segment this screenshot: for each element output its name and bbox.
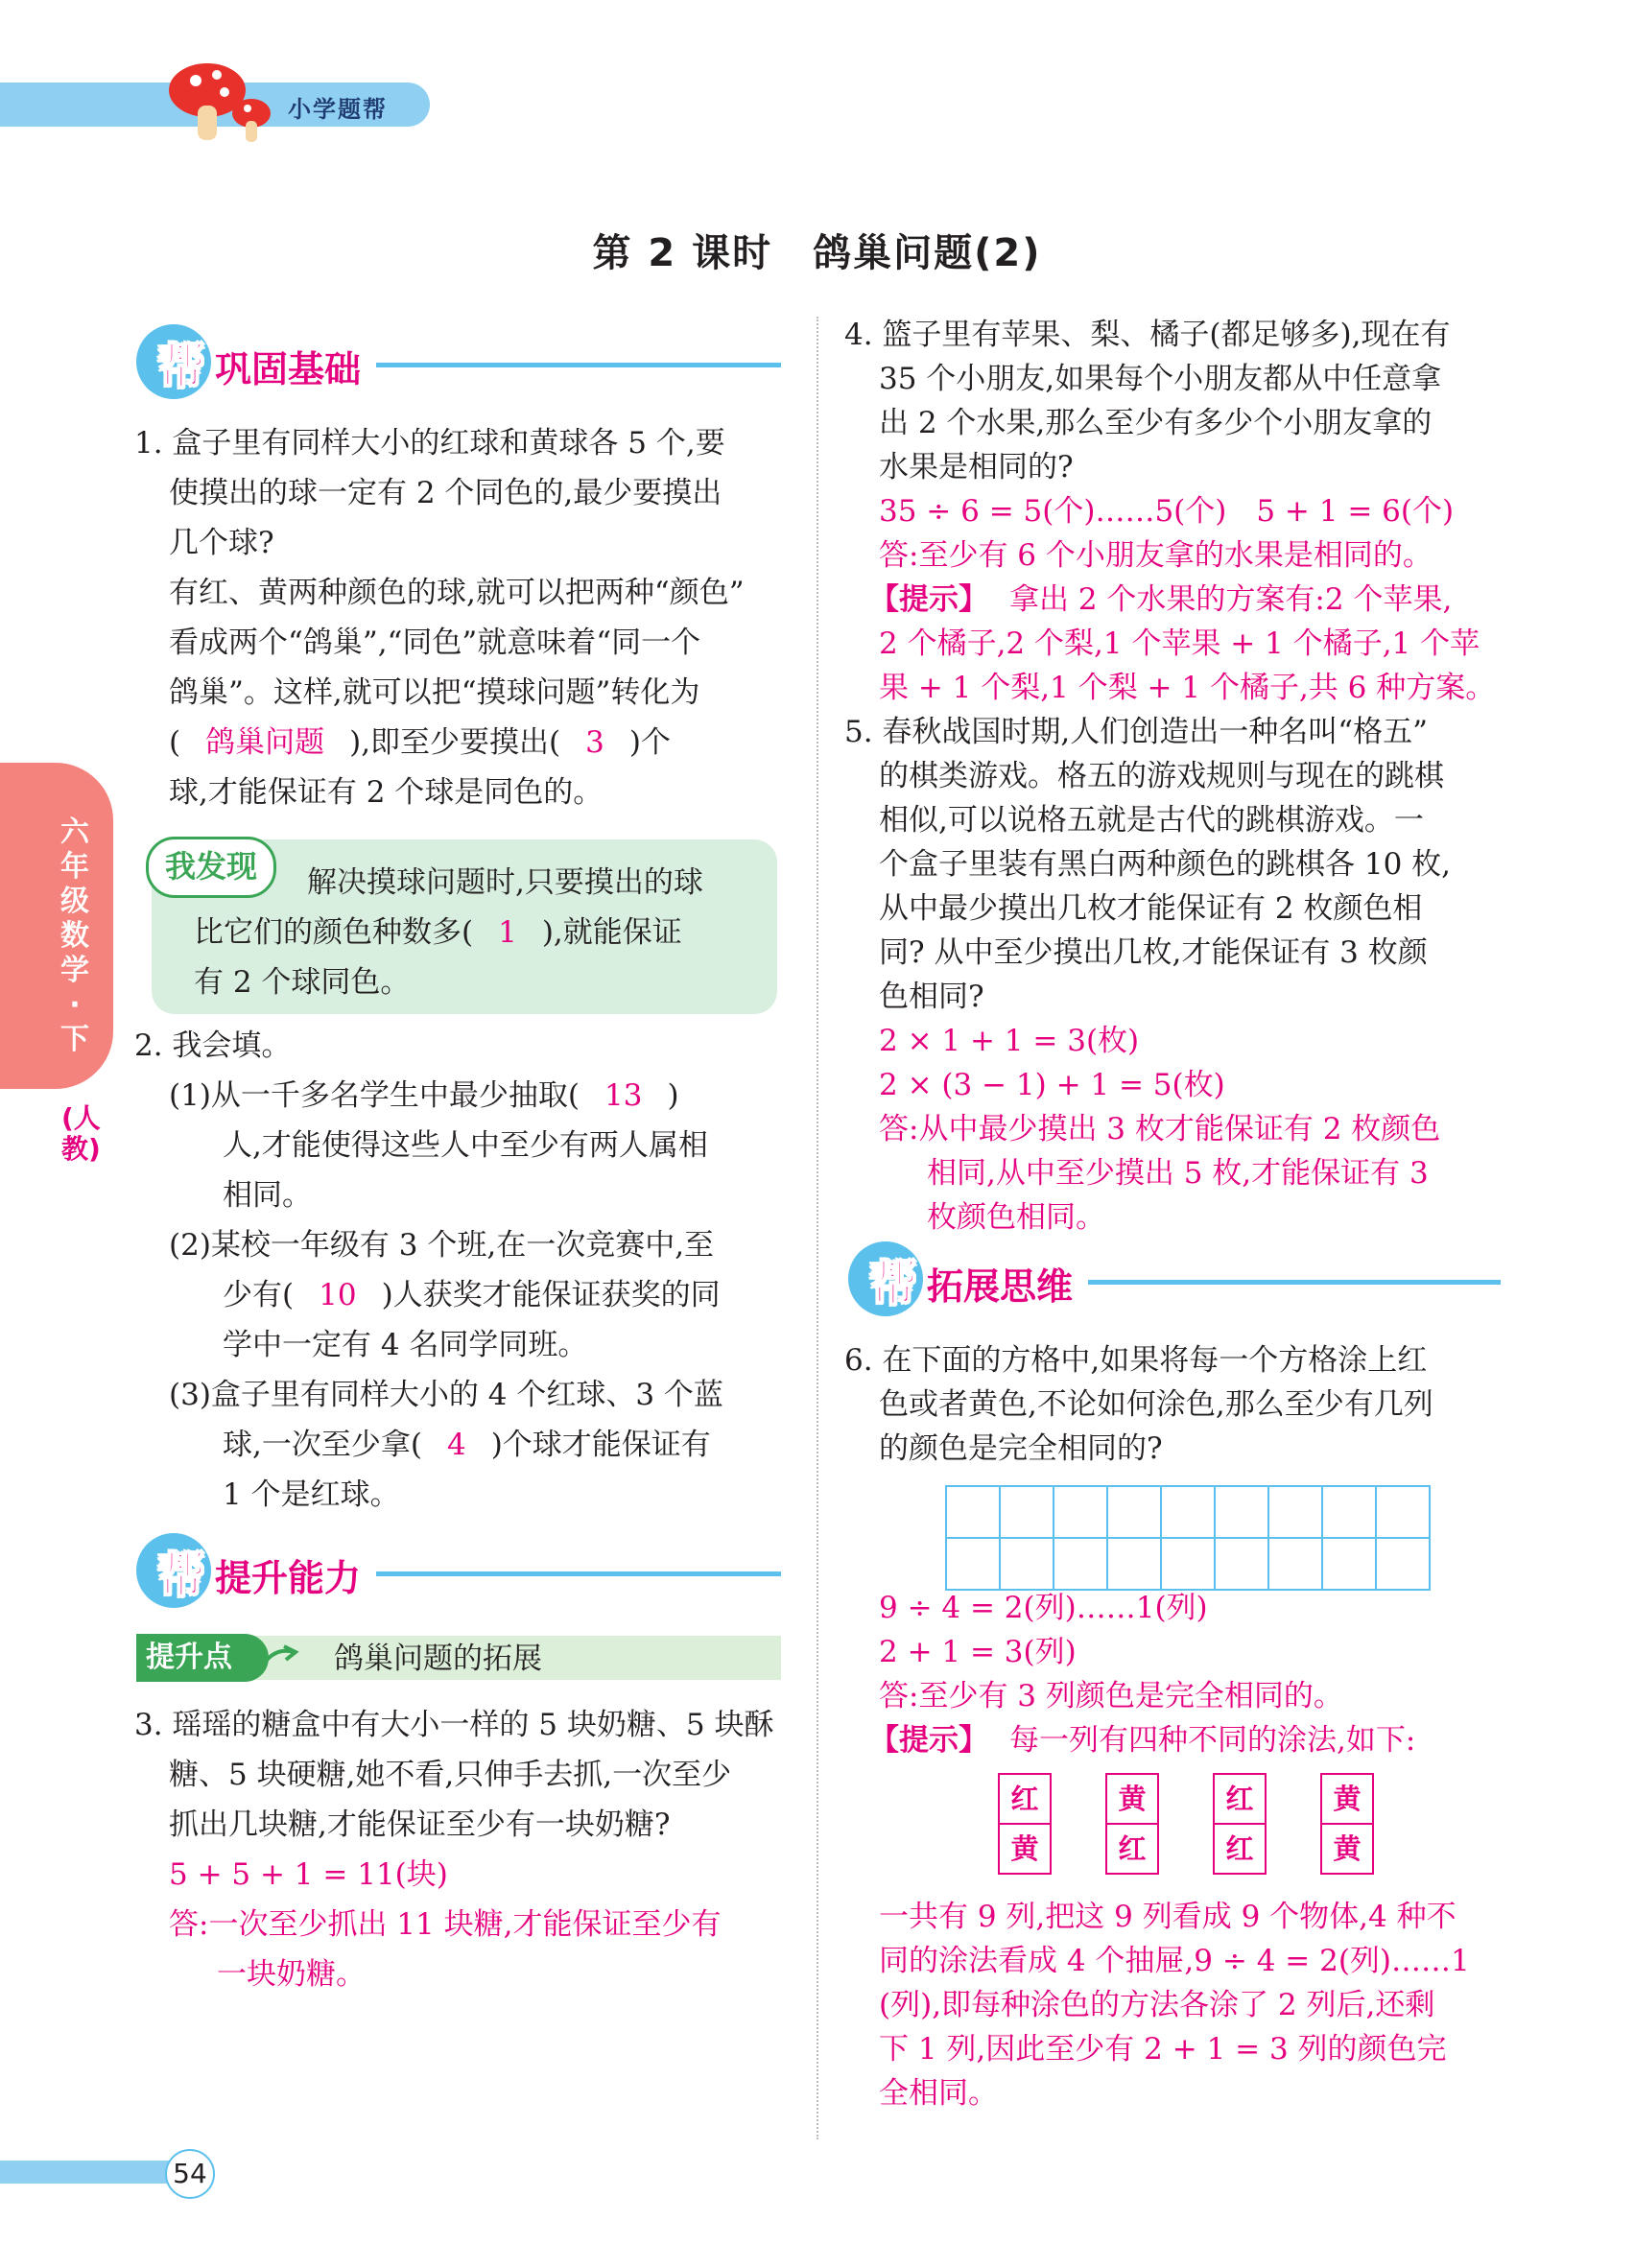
grid-cell	[1054, 1486, 1107, 1538]
q2-s3-line-3: 1 个是红球。	[223, 1477, 400, 1512]
grid-cell	[1000, 1486, 1054, 1538]
q6-line-3: 的颜色是完全相同的?	[879, 1431, 1163, 1466]
q4-hint-tag: 【提示】	[869, 582, 988, 617]
q4-line-4: 水果是相同的?	[879, 450, 1074, 484]
point-text: 鸽巢问题的拓展	[334, 1642, 542, 1676]
example-cell-1-top: 红	[998, 1773, 1052, 1825]
column-divider	[817, 317, 818, 2139]
example-cell-4-top: 黄	[1320, 1773, 1374, 1825]
discover-line-1: 解决摸球问题时,只要摸出的球	[307, 865, 703, 900]
q4-calc: 35 ÷ 6 = 5(个)……5(个) 5 + 1 = 6(个)	[879, 494, 1455, 529]
grid-cell	[946, 1538, 1000, 1590]
grid-cell	[1054, 1538, 1107, 1590]
q6-answer: 答:至少有 3 列颜色是完全相同的。	[879, 1679, 1343, 1713]
q2-s1-answer: 13	[604, 1078, 643, 1113]
q1-line-6: 鸽巢”。这样,就可以把“摸球问题”转化为	[169, 675, 700, 710]
q5-calc-1: 2 × 1 + 1 = 3(枚)	[879, 1024, 1140, 1058]
q5-line-7: 色相同?	[879, 980, 984, 1014]
grid-cell	[946, 1486, 1000, 1538]
q1-answer-1: 鸽巢问题	[205, 725, 325, 760]
q3-line-3: 抓出几块糖,才能保证至少有一块奶糖?	[169, 1807, 671, 1842]
section-improve-label: 提升能力	[215, 1557, 362, 1599]
q4-line-3: 出 2 个水果,那么至少有多少个小朋友拿的	[879, 406, 1433, 440]
q5-line-5: 从中最少摸出几枚才能保证有 2 枚颜色相	[879, 891, 1423, 926]
q4-hint-line-3: 果 + 1 个梨,1 个梨 + 1 个橘子,共 6 种方案。	[879, 671, 1496, 705]
discover-tag: 我发现	[146, 837, 276, 898]
q4-line-1: 4. 篮子里有苹果、梨、橘子(都足够多),现在有	[844, 318, 1451, 352]
q5-line-3: 相似,可以说格五就是古代的跳棋游戏。一	[879, 803, 1424, 838]
grid-cell	[1268, 1538, 1322, 1590]
q4-line-2: 35 个小朋友,如果每个小朋友都从中任意拿	[879, 362, 1442, 396]
grid-cell	[1161, 1538, 1215, 1590]
q1-line-5: 看成两个“鸽巢”,“同色”就意味着“同一个	[169, 626, 701, 660]
example-cell-4-bottom: 黄	[1320, 1823, 1374, 1875]
q2-s2-answer: 10	[319, 1278, 357, 1312]
q5-line-2: 的棋类游戏。格五的游戏规则与现在的跳棋	[879, 759, 1444, 793]
grid-cell	[1107, 1486, 1161, 1538]
q1-line-2: 使摸出的球一定有 2 个同色的,最少要摸出	[169, 476, 722, 510]
color-grid	[945, 1485, 1431, 1591]
q2-s1-line-1: (1)从一千多名学生中最少抽取( 13 )	[169, 1078, 679, 1113]
q5-answer-3: 枚颜色相同。	[927, 1200, 1105, 1235]
discover-line-3: 有 2 个球同色。	[194, 965, 411, 1000]
q2-s3-answer: 4	[446, 1428, 466, 1462]
q5-line-4: 个盒子里装有黑白两种颜色的跳棋各 10 枚,	[879, 847, 1452, 882]
q6-explain-4: 下 1 列,因此至少有 2 + 1 = 3 列的颜色完	[879, 2032, 1447, 2067]
example-cell-3-top: 红	[1213, 1773, 1267, 1825]
grid-row	[946, 1538, 1430, 1590]
q4-hint-line-2: 2 个橘子,2 个梨,1 个苹果 + 1 个橘子,1 个苹	[879, 626, 1480, 661]
brand-text: 小学题帮	[288, 96, 388, 123]
q5-answer-1: 答:从中最少摸出 3 枚才能保证有 2 枚颜色	[879, 1112, 1441, 1146]
section-expand-label: 拓展思维	[927, 1265, 1074, 1308]
q1-answer-2: 3	[585, 725, 604, 760]
footer-bar	[0, 2161, 182, 2184]
q4-answer: 答:至少有 6 个小朋友拿的水果是相同的。	[879, 538, 1433, 573]
side-tab-edition: (人教)	[61, 1102, 101, 1165]
q5-line-6: 同? 从中至少摸出几枚,才能保证有 3 枚颜	[879, 935, 1428, 970]
q2-s2-line-1: (2)某校一年级有 3 个班,在一次竞赛中,至	[169, 1228, 715, 1263]
side-tab-grade: 六年级数学·下	[60, 815, 89, 1056]
q6-explain-1: 一共有 9 列,把这 9 列看成 9 个物体,4 种不	[879, 1900, 1456, 1934]
q1-line-4: 有红、黄两种颜色的球,就可以把两种“颜色”	[169, 576, 745, 610]
grid-cell	[1322, 1486, 1376, 1538]
q1-line-8: 球,才能保证有 2 个球是同色的。	[169, 775, 604, 810]
q5-line-1: 5. 春秋战国时期,人们创造出一种名叫“格五”	[844, 715, 1428, 749]
q3-calc: 5 + 5 + 1 = 11(块)	[169, 1857, 448, 1892]
grid-cell	[1107, 1538, 1161, 1590]
q3-line-1: 3. 瑶瑶的糖盒中有大小一样的 5 块奶糖、5 块酥	[134, 1708, 774, 1742]
q1-line-7: ( 鸽巢问题 ),即至少要摸出( 3 )个	[169, 725, 671, 760]
q6-explain-5: 全相同。	[879, 2076, 998, 2111]
q2-s1-line-2: 人,才能使得这些人中至少有两人属相	[223, 1128, 708, 1163]
q2-s1-line-3: 相同。	[223, 1178, 312, 1213]
grid-row	[946, 1486, 1430, 1538]
grid-cell	[1322, 1538, 1376, 1590]
q6-calc-2: 2 + 1 = 3(列)	[879, 1635, 1077, 1669]
q6-hint-tag: 【提示】	[869, 1723, 988, 1758]
example-cell-1-bottom: 黄	[998, 1823, 1052, 1875]
q3-answer-2: 一块奶糖。	[217, 1957, 366, 1992]
page-number: 54	[165, 2149, 215, 2199]
q5-answer-2: 相同,从中至少摸出 5 枚,才能保证有 3	[927, 1156, 1429, 1191]
q2-s2-line-2: 少有( 10 )人获奖才能保证获奖的同	[223, 1278, 721, 1312]
section-improve-header: 帮 提升能力	[136, 1533, 784, 1610]
grid-cell	[1268, 1486, 1322, 1538]
q6-explain-3: (列),即每种涂色的方法各涂了 2 列后,还剩	[879, 1988, 1435, 2022]
q6-line-2: 色或者黄色,不论如何涂色,那么至少有几列	[879, 1387, 1433, 1422]
grid-cell	[1215, 1538, 1268, 1590]
grid-cell	[1376, 1538, 1430, 1590]
q6-hint-line: 【提示】 每一列有四种不同的涂法,如下:	[869, 1723, 1416, 1758]
q1-line-1: 1. 盒子里有同样大小的红球和黄球各 5 个,要	[134, 426, 725, 461]
q1-line-3: 几个球?	[169, 526, 274, 560]
section-expand-header: 帮 拓展思维	[848, 1241, 1501, 1318]
point-tag: 提升点	[136, 1634, 269, 1682]
grid-cell	[1376, 1486, 1430, 1538]
example-cell-3-bottom: 红	[1213, 1823, 1267, 1875]
page-title: 第 2 课时 鸽巢问题(2)	[592, 231, 1042, 275]
grid-cell	[1161, 1486, 1215, 1538]
example-cell-2-top: 黄	[1105, 1773, 1159, 1825]
section-basic-label: 巩固基础	[215, 348, 362, 390]
arrow-icon	[257, 1642, 299, 1675]
q2-head: 2. 我会填。	[134, 1028, 292, 1063]
q6-calc-1: 9 ÷ 4 = 2(列)……1(列)	[879, 1591, 1208, 1625]
discover-answer: 1	[498, 915, 517, 950]
q6-line-1: 6. 在下面的方格中,如果将每一个方格涂上红	[844, 1343, 1428, 1378]
q2-s3-line-2: 球,一次至少拿( 4 )个球才能保证有	[223, 1428, 711, 1462]
q6-explain-2: 同的涂法看成 4 个抽屉,9 ÷ 4 = 2(列)……1	[879, 1944, 1470, 1978]
grid-cell	[1000, 1538, 1054, 1590]
discover-line-2: 比它们的颜色种数多( 1 ),就能保证	[194, 915, 682, 950]
mushroom-icon	[161, 54, 286, 150]
example-cell-2-bottom: 红	[1105, 1823, 1159, 1875]
q3-answer-1: 答:一次至少抓出 11 块糖,才能保证至少有	[169, 1907, 722, 1942]
q5-calc-2: 2 × (3 − 1) + 1 = 5(枚)	[879, 1068, 1225, 1102]
grid-cell	[1215, 1486, 1268, 1538]
q2-s2-line-3: 学中一定有 4 名同学同班。	[223, 1328, 588, 1362]
q2-s3-line-1: (3)盒子里有同样大小的 4 个红球、3 个蓝	[169, 1378, 723, 1412]
q4-hint-line-1: 【提示】 拿出 2 个水果的方案有:2 个苹果,	[869, 582, 1453, 617]
section-basic-header: 帮 巩固基础	[136, 324, 784, 401]
q3-line-2: 糖、5 块硬糖,她不看,只伸手去抓,一次至少	[169, 1758, 732, 1792]
